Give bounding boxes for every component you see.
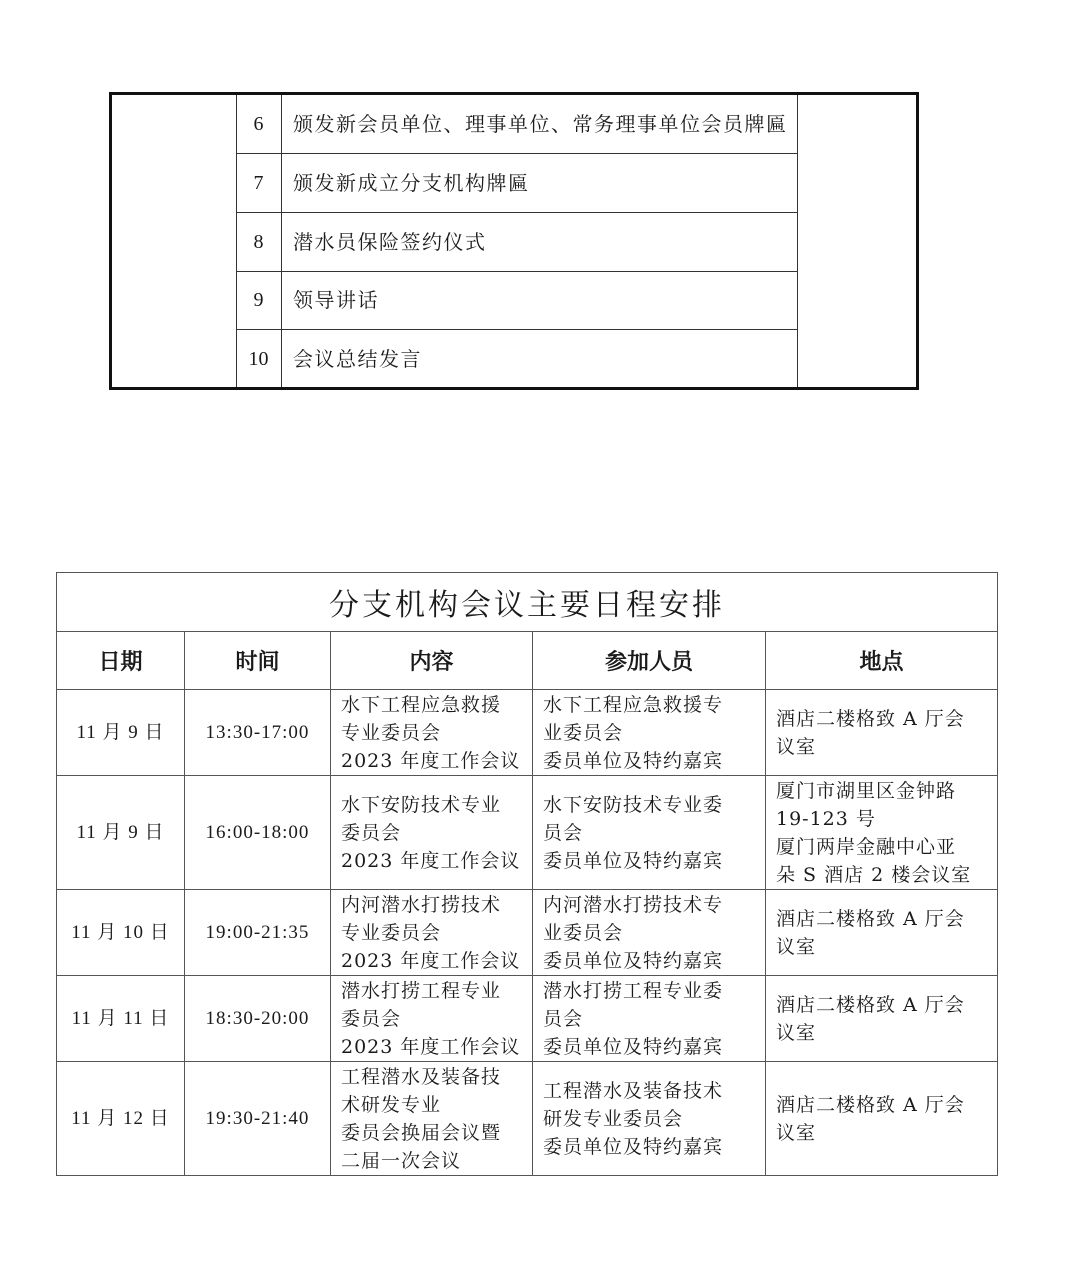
agenda-table [109, 92, 919, 390]
location-line: 议室 [776, 1021, 817, 1044]
header-time: 时间 [185, 632, 331, 690]
cell-participants [533, 976, 766, 1062]
agenda-divider-right [797, 95, 798, 387]
content-line: 2023 年度工作会议 [341, 1035, 521, 1058]
cell-date: 11 月 12 日 [57, 1062, 185, 1176]
schedule-table [56, 572, 998, 1176]
agenda-item-text: 颁发新会员单位、理事单位、常务理事单位会员牌匾 [293, 112, 788, 136]
agenda-item-text: 会议总结发言 [293, 347, 422, 371]
schedule-header-row [57, 632, 998, 690]
location-line: 酒店二楼格致 A 厅会 [776, 993, 965, 1016]
location-line: 酒店二楼格致 A 厅会 [776, 1093, 965, 1116]
schedule-title: 分支机构会议主要日程安排 [57, 573, 998, 632]
participants-line: 委员单位及特约嘉宾 [543, 849, 724, 872]
participants-line: 工程潜水及装备技术 [543, 1079, 724, 1102]
participants-line: 业委员会 [543, 721, 624, 744]
header-date: 日期 [57, 632, 185, 690]
location-line: 厦门两岸金融中心亚 [776, 835, 957, 858]
location-line: 酒店二楼格致 A 厅会 [776, 907, 965, 930]
agenda-row [236, 154, 797, 213]
content-line: 2023 年度工作会议 [341, 749, 521, 772]
header-participants: 参加人员 [533, 632, 766, 690]
participants-line: 委员单位及特约嘉宾 [543, 949, 724, 972]
content-line: 术研发专业 [341, 1093, 442, 1116]
cell-content [331, 776, 533, 890]
participants-line: 委员单位及特约嘉宾 [543, 749, 724, 772]
agenda-item-number: 8 [253, 231, 264, 253]
cell-date: 11 月 10 日 [57, 890, 185, 976]
agenda-item-text: 潜水员保险签约仪式 [293, 230, 487, 254]
agenda-row [236, 330, 797, 388]
cell-participants [533, 690, 766, 776]
participants-line: 研发专业委员会 [543, 1107, 684, 1130]
cell-date: 11 月 9 日 [57, 776, 185, 890]
cell-location [766, 776, 998, 890]
cell-content [331, 690, 533, 776]
content-line: 2023 年度工作会议 [341, 849, 521, 872]
header-content: 内容 [331, 632, 533, 690]
cell-content [331, 1062, 533, 1176]
content-line: 2023 年度工作会议 [341, 949, 521, 972]
location-line: 议室 [776, 1121, 817, 1144]
content-line: 专业委员会 [341, 721, 442, 744]
cell-location [766, 1062, 998, 1176]
participants-line: 委员单位及特约嘉宾 [543, 1135, 724, 1158]
location-line: 厦门市湖里区金钟路 [776, 779, 957, 802]
agenda-item-text: 颁发新成立分支机构牌匾 [293, 171, 530, 195]
content-line: 水下工程应急救援 [341, 693, 502, 716]
location-line: 朵 S 酒店 2 楼会议室 [776, 863, 972, 886]
content-line: 委员会 [341, 821, 402, 844]
agenda-item-text: 领导讲话 [293, 288, 379, 312]
content-line: 内河潜水打捞技术 [341, 893, 502, 916]
location-line: 议室 [776, 735, 817, 758]
cell-content [331, 890, 533, 976]
cell-time: 19:00-21:35 [185, 890, 331, 976]
cell-date: 11 月 9 日 [57, 690, 185, 776]
content-line: 委员会 [341, 1007, 402, 1030]
schedule-row [57, 1062, 998, 1176]
header-location: 地点 [766, 632, 998, 690]
agenda-row [236, 213, 797, 272]
location-line: 议室 [776, 935, 817, 958]
content-line: 潜水打捞工程专业 [341, 979, 502, 1002]
content-line: 工程潜水及装备技 [341, 1065, 502, 1088]
cell-content [331, 976, 533, 1062]
participants-line: 委员单位及特约嘉宾 [543, 1035, 724, 1058]
cell-time: 13:30-17:00 [185, 690, 331, 776]
cell-location [766, 976, 998, 1062]
content-line: 专业委员会 [341, 921, 442, 944]
cell-time: 19:30-21:40 [185, 1062, 331, 1176]
cell-participants [533, 890, 766, 976]
cell-time: 16:00-18:00 [185, 776, 331, 890]
cell-participants [533, 1062, 766, 1176]
cell-location [766, 890, 998, 976]
cell-location [766, 690, 998, 776]
cell-date: 11 月 11 日 [57, 976, 185, 1062]
participants-line: 员会 [543, 821, 584, 844]
participants-line: 潜水打捞工程专业委 [543, 979, 724, 1002]
participants-line: 员会 [543, 1007, 584, 1030]
content-line: 水下安防技术专业 [341, 793, 502, 816]
participants-line: 业委员会 [543, 921, 624, 944]
schedule-row [57, 890, 998, 976]
content-line: 委员会换届会议暨 [341, 1121, 502, 1144]
agenda-row [236, 95, 797, 154]
schedule-row [57, 976, 998, 1062]
participants-line: 水下工程应急救援专 [543, 693, 724, 716]
participants-line: 内河潜水打捞技术专 [543, 893, 724, 916]
schedule-row [57, 776, 998, 890]
cell-time: 18:30-20:00 [185, 976, 331, 1062]
content-line: 二届一次会议 [341, 1149, 462, 1172]
agenda-item-number: 9 [253, 289, 264, 311]
agenda-row [236, 271, 797, 330]
participants-line: 水下安防技术专业委 [543, 793, 724, 816]
location-line: 酒店二楼格致 A 厅会 [776, 707, 965, 730]
agenda-item-number: 6 [253, 113, 264, 135]
location-line: 19-123 号 [776, 807, 876, 830]
agenda-item-number: 10 [248, 348, 269, 370]
agenda-item-number: 7 [253, 172, 264, 194]
schedule-row [57, 690, 998, 776]
cell-participants [533, 776, 766, 890]
